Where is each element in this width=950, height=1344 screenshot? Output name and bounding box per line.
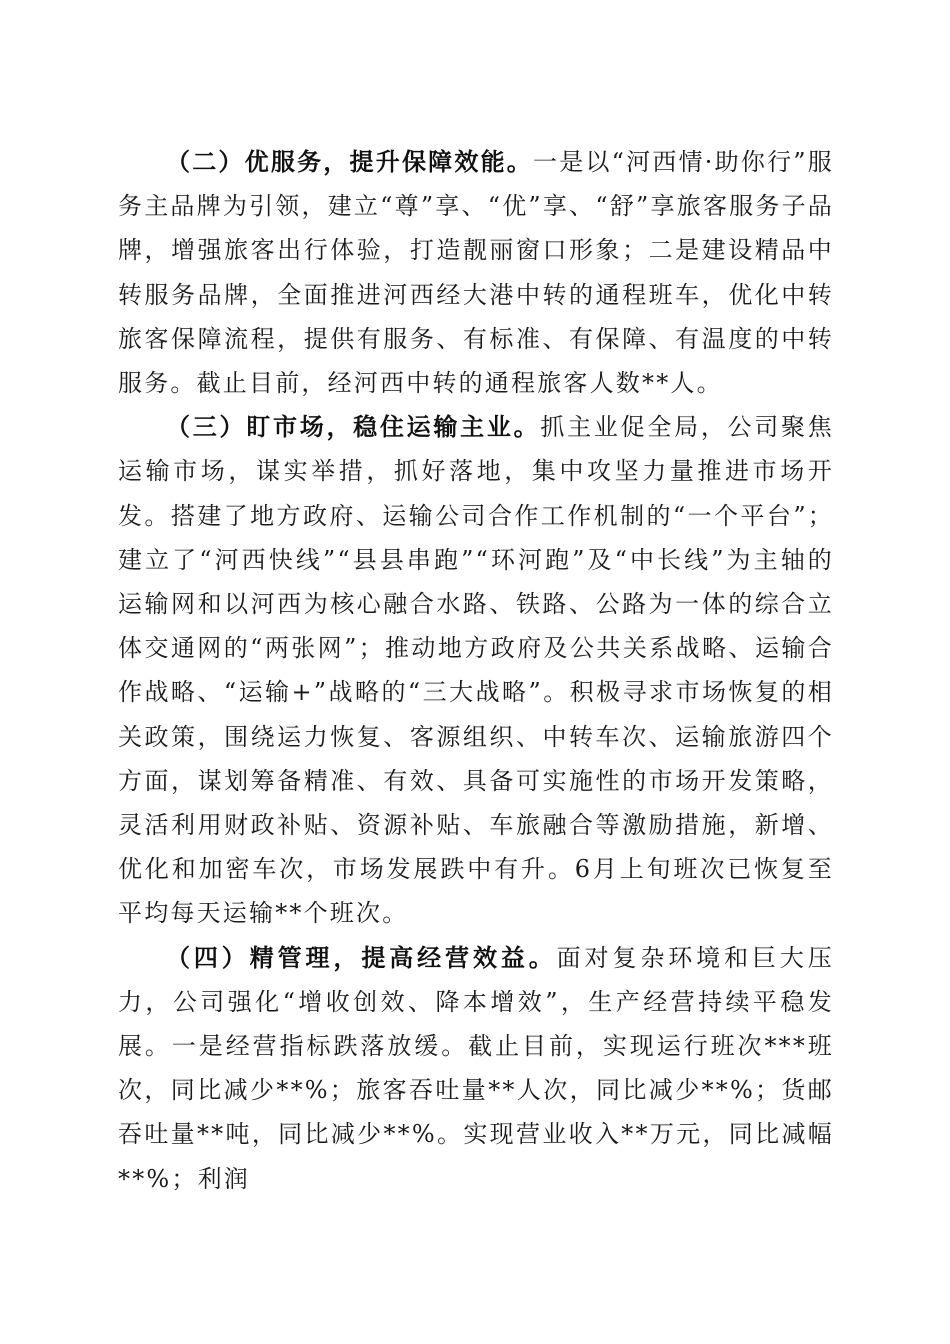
paragraph-management (118, 936, 834, 1201)
document-page (118, 140, 834, 1201)
paragraph-service (118, 140, 834, 405)
paragraph-body: 面对复杂环境和巨大压力，公司强化“增收创效、降本增效”，生产经营持续平稳发展。一是经营指标跌落放缓。截止目前，实现运行班次***班次，同比减少**%；旅客吞吐量**人次，同比减少**%；货邮吞吐量**吨，同比减少**%。实现营业收入**万元，同比减幅**%；利润 (118, 943, 834, 1193)
paragraph-heading: （四）精管理，提高经营效益。 (166, 942, 557, 972)
paragraph-body: 抓主业促全局，公司聚焦运输市场，谋实举措，抓好落地，集中攻坚力量推进市场开发。搭建了地方政府、运输公司合作工作机制的“一个平台”；建立了“河西快线”“县县串跑”“环河跑”及“中长线”为主轴的运输网和以河西为核心融合水路、铁路、公路为一体的综合立体交通网的“两张网”；推动地方政府及公共关系战略、运输合作战略、“运输+”战略的“三大战略”。积极寻求市场恢复的相关政策，围绕运力恢复、客源组织、中转车次、运输旅游四个方面，谋划筹备精准、有效、具备可实施性的市场开发策略，灵活利用财政补贴、资源补贴、车旅融合等激励措施，新增、优化和加密车次，市场发展跌中有升。6月上旬班次已恢复至平均每天运输**个班次。 (118, 413, 834, 928)
paragraph-market (118, 405, 834, 935)
paragraph-body: 一是以“河西情·助你行”服务主品牌为引领，建立“尊”享、“优”享、“舒”享旅客服务子品牌，增强旅客出行体验，打造靓丽窗口形象；二是建设精品中转服务品牌，全面推进河西经大港中转的通程班车，优化中转旅客保障流程，提供有服务、有标准、有保障、有温度的中转服务。截止目前，经河西中转的通程旅客人数**人。 (118, 148, 834, 398)
paragraph-heading: （三）盯市场，稳住运输主业。 (166, 412, 541, 442)
paragraph-heading: （二）优服务，提升保障效能。 (166, 147, 534, 176)
